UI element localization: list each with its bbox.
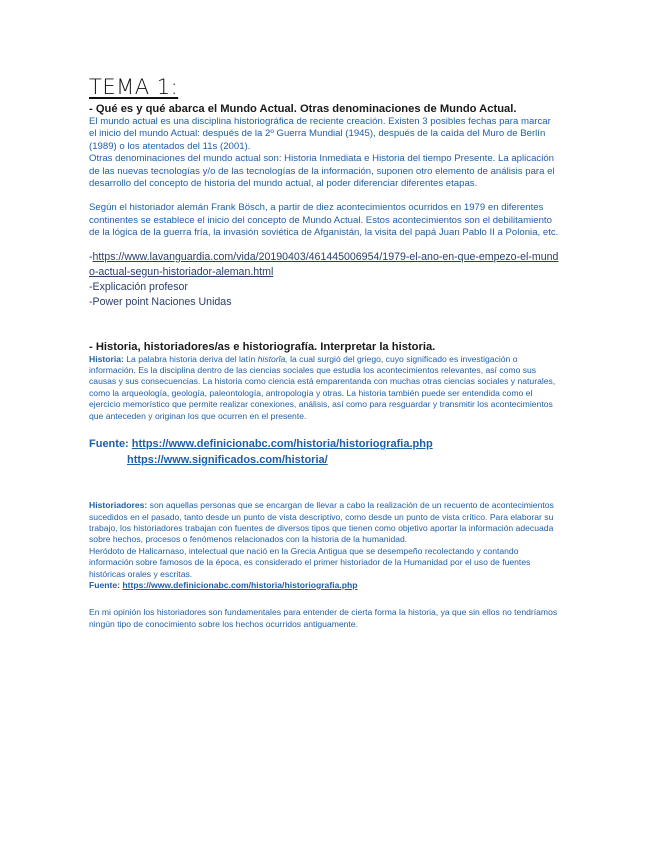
source-powerpoint: -Power point Naciones Unidas: [89, 295, 232, 308]
historiadores-paragraph: [89, 500, 559, 546]
page-title: TEMA 1:: [89, 75, 179, 99]
historia-paragraph: [89, 354, 559, 422]
opinion-paragraph: En mi opinión los historiadores son fundamentales para entender de cierta forma la historia, ya que sin ellos no tendríamos ningún tipo de conocimiento sobre los hechos ocurridos antiguamente.: [89, 607, 558, 629]
fuente-label: Fuente:: [89, 438, 129, 451]
historia-italic: historĭa,: [257, 353, 288, 364]
historia-label: Historia:: [89, 353, 124, 364]
link-prefix: -: [89, 250, 93, 263]
historiadores-text: son aquellas personas que se encargan de llevar a cabo la realización de un recuento de acontecimientos sucedidos en el pasado, tanto desde un punto de vista descriptivo, como desde un punto de vista crítico. Para elaborar su trabajo, los historiadores trabajan con fuentes de diversos tipos que tienen como objetivo aportar la información adecuada sobre hechos, procesos o fenómenos relacionados con la historia de la humanidad.: [89, 500, 554, 545]
lavanguardia-link[interactable]: https://www.lavanguardia.com/vida/20190403/461445006954/1979-el-ano-en-que-empezo-el-mundo-actual-segun-historiador-aleman.html: [89, 250, 559, 278]
section2-heading: - Historia, historiadores/as e historiografía. Interpretar la historia.: [89, 340, 436, 353]
document-page: [89, 74, 559, 630]
definicionabc-link-2[interactable]: https://www.definicionabc.com/historia/historiografia.php: [122, 579, 358, 590]
section1-paragraph-1: El mundo actual es una disciplina historiográfica de reciente creación. Existen 3 posibles fechas para marcar el inicio del mundo Actual: después de la 2º Guerra Mundial (1945), después de la caída del Muro de Berlín (1989) o los atentados del 11s (2001).: [89, 116, 551, 152]
fuente-block: [89, 436, 559, 468]
source-explicacion: -Explicación profesor: [89, 280, 188, 293]
historiadores-label: Historiadores:: [89, 500, 148, 511]
source-link-line: [89, 250, 559, 280]
historia-text-b: la cual surgió del griego, cuyo significado es investigación o información. Es la disciplina dentro de las ciencias sociales que estudia los acontecimientos relevantes, así como sus causas y sus consecuencias. La historia como ciencia está emparentanda con muchas otras ciencias sociales y naturales, como la arqueología, geología, paleontología, antropología y otras. La historia también puede ser entendida como el ejercicio memorístico que permite realizar conexiones, análisis, así como para resguardar y transmitir los acontecimientos que anteceden y originan los que ocurren en el presente.: [89, 353, 556, 421]
definicionabc-link[interactable]: https://www.definicionabc.com/historia/historiografia.php: [131, 438, 433, 451]
fuente2-line: [89, 580, 559, 591]
significados-link[interactable]: https://www.significados.com/historia/: [127, 454, 328, 467]
section1-paragraph-2: Otras denominaciones del mundo actual son: Historia Inmediata e Historia del tiempo Presente. La aplicación de las nuevas tecnologías y/o de las tecnologías de la información, suponen otro elemento de análisis para el desarrollo del concepto de historia del mundo actual, al poder diferenciar diferentes etapas.: [89, 153, 555, 190]
section1-heading: - Qué es y qué abarca el Mundo Actual. Otras denominaciones de Mundo Actual.: [89, 103, 517, 115]
fuente2-label: Fuente:: [89, 579, 121, 590]
herodoto-paragraph: Heródoto de Halicarnaso, intelectual que nació en la Grecia Antigua que se desempeño recolectando y contando información sobre famosos de la época, es considerado el primer historiador de la Humanidad por el uso de fuentes históricas orales y escritas.: [89, 545, 531, 579]
historia-text-a: La palabra historia deriva del latín: [123, 353, 258, 364]
section1-paragraph-3: Según el historiador alemán Frank Bösch, a partir de diez acontecimientos ocurridos en 1979 en diferentes continentes se establece el inicio del concepto de Mundo Actual. Estos acontecimientos son el debilitamiento de la lógica de la guerra fría, la invasión soviética de Afganistán, la visita del papá Juan Pablo II a Polonia, etc.: [89, 202, 559, 239]
